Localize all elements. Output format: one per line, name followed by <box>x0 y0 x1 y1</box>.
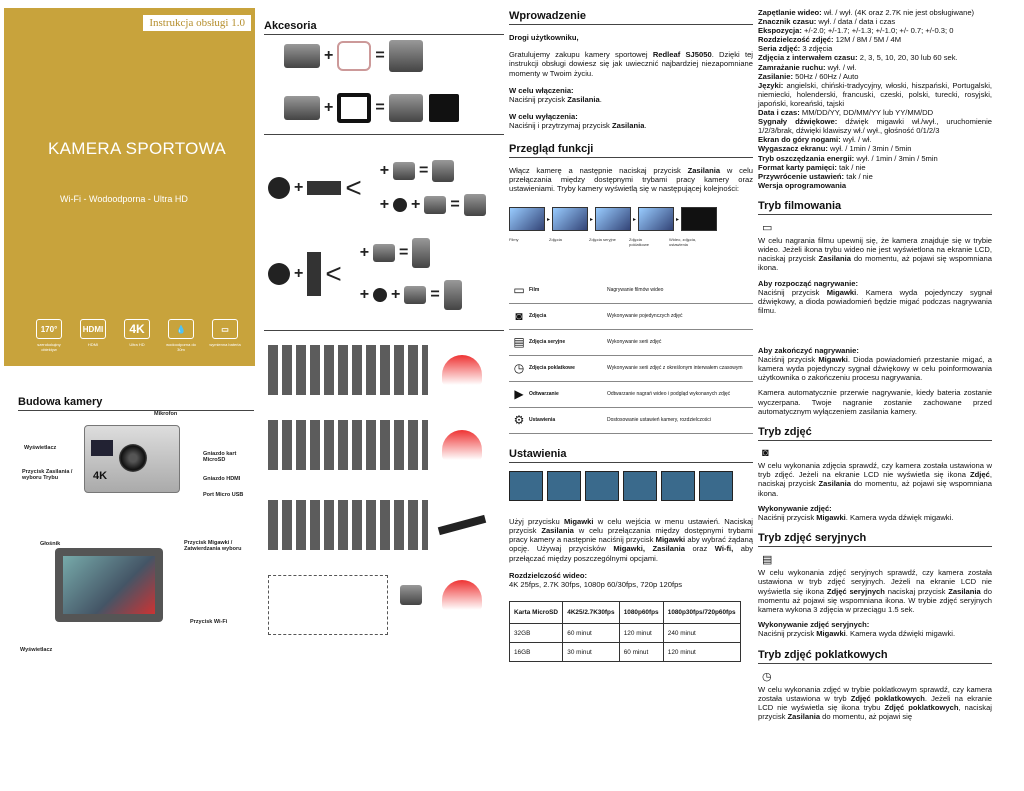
video-icon: ▭ <box>762 221 773 234</box>
power-on-text: Naciśnij przycisk Zasilania. <box>509 95 602 105</box>
table-row: ▤ Zdjęcia seryjne Wykonywanie serii zdjęć <box>509 329 753 355</box>
label-display-rear: Wyświetlacz <box>20 647 53 653</box>
hdmi-icon: HDMI <box>80 319 106 339</box>
burst-icon: ▤ <box>762 554 773 567</box>
label-power-button: Przycisk Zasilania / wyboru Trybu <box>22 469 73 481</box>
start-recording-text: Naciśnij przycisk Migawki. Kamera wyda pojedynczy sygnał dźwiękowy, a dioda powiadomień będzie migać podczas nagrywania filmu. <box>758 287 992 316</box>
helmet-icon <box>442 355 482 385</box>
camera-rear-image <box>55 548 163 622</box>
resolution-heading: Rozdzielczość wideo: <box>509 570 588 580</box>
power-off-text: Naciśnij i przytrzymaj przycisk Zasilania. <box>509 121 647 131</box>
mounted-camera-icon <box>412 238 430 268</box>
modes-table <box>509 277 753 434</box>
column-intro <box>509 0 753 791</box>
mode-screens-labels: Filmy Zdjęcia Zdjęcia seryjne Zdjęcia poklatkowe Wideo, zdjęcia, ustawienia <box>509 237 697 248</box>
accessory-divider <box>264 330 504 331</box>
table-row: ▭ Film Nagrywanie filmów wideo <box>509 277 753 303</box>
camera-icon: ◙ <box>762 446 769 459</box>
mounted-camera-icon <box>444 280 462 310</box>
feature-waterproof: 💧 wodoodporna do 30m <box>164 319 198 352</box>
settings-screen <box>585 471 619 501</box>
handlebar-icon <box>438 515 486 535</box>
camera-icon <box>284 44 320 68</box>
camera-rear-screen <box>63 556 155 614</box>
overview-paragraph: Włącz kamerę a następnie naciskaj przycisk Zasilania w celu przełączania między dostępnymi trybami pracy kamery oraz ustawieniami. Tryby kamery wyświetlą się w następującej kolejności: <box>509 165 753 194</box>
camera-icon <box>404 286 426 304</box>
timelapse-mode-text: W celu wykonania zdjęć w trybie poklatkowym sprawdź, czy kamera została ustawiona w tryb Zdjęć poklatkowych. Jeżeli na ekranie LCD nie wyświetla się ikona trybu Zdjęć poklatkowych, naciskaj przycisk Zasilania do momentu, aż pojawi się <box>758 684 992 722</box>
spec-line: Zamrażanie ruchu: wył. / wł. <box>758 62 857 72</box>
cover-panel <box>4 8 255 366</box>
accessory-frame: + = <box>268 93 498 123</box>
screen-photo <box>552 207 588 231</box>
intro-paragraph: Gratulujemy zakupu kamery sportowej Redleaf SJ5050. Dzięki tej instrukcji obsługi dowiesz się jak uwiecznić najbardziej niezapomniane momenty w Twoim życiu. <box>509 50 753 78</box>
camera-icon <box>284 96 320 120</box>
video-mode-text: W celu nagrania filmu upewnij się, że kamera znajduje się w trybie wideo. Jeżeli ikona trybu wideo nie jest wyświetlona na ekranie LCD, naciskaj przycisk Zasilania do momentu, aż pojawi się wspomniana ikona. <box>758 235 993 273</box>
helmet-kit-icon <box>268 345 428 395</box>
spec-list <box>758 8 992 190</box>
spec-line: Zapętlanie wideo: wł. / wył. (4K oraz 2.7K nie jest obsługiwane) <box>758 8 975 17</box>
spec-line: Wersja oprogramowania <box>758 180 847 190</box>
cover-subtitle: Wi-Fi - Wodoodporna - Ultra HD <box>60 194 188 204</box>
camera-icon <box>393 162 415 180</box>
spec-line: Format karty pamięci: tak / nie <box>758 162 866 172</box>
settings-screens-strip <box>509 471 753 501</box>
spec-line: Rozdzielczość zdjęć: 12M / 8M / 5M / 4M <box>758 35 902 45</box>
helmet-icon <box>442 430 482 460</box>
resolution-line: 4K 25fps, 2.7K 30fps, 1080p 60/30fps, 720p 120fps <box>509 579 683 589</box>
screen-timelapse <box>638 207 674 231</box>
video-mode-heading: Tryb filmowania <box>758 200 992 215</box>
take-burst-text: Naciśnij przycisk Migawki. Kamera wyda dźwięki migawki. <box>758 629 956 639</box>
start-recording-heading: Aby rozpocząć nagrywanie: <box>758 278 859 288</box>
screen-menu <box>681 207 717 231</box>
burst-icon: ▤ <box>509 329 529 355</box>
settings-screen <box>699 471 733 501</box>
screen-burst <box>595 207 631 231</box>
table-row: 32GB 60 minut 120 minut 240 minut <box>510 624 741 643</box>
overview-heading: Przegląd funkcji <box>509 143 753 158</box>
label-wifi-button: Przycisk Wi-Fi <box>190 619 228 625</box>
cover-title: KAMERA SPORTOWA <box>48 139 227 158</box>
mounted-camera-icon <box>432 160 454 182</box>
extension-icon <box>307 252 321 296</box>
recording-time-table <box>509 601 741 662</box>
label-display: Wyświetlacz <box>24 445 57 451</box>
label-sd-slot: Gniazdo kart MicroSD <box>203 451 237 463</box>
stop-recording-heading: Aby zakończyć nagrywanie: <box>758 345 859 355</box>
accessory-flat-mount: + < + = + + = <box>268 160 498 216</box>
settings-screen <box>547 471 581 501</box>
spec-line: Ekspozycja: +/-2.0; +/-1.7; +/-1.3; +/-1.0; +/- 0.7; +/-0.3; 0 <box>758 26 954 36</box>
feature-4k: 4K Ultra HD <box>120 319 154 352</box>
bike-kit-icon <box>268 500 428 550</box>
mount-combos: + = + + = <box>356 238 462 310</box>
power-off-heading: W celu wyłączenia: <box>509 112 578 122</box>
take-photo-heading: Wykonywanie zdjęć: <box>758 503 832 513</box>
photo-mode-text: W celu wykonania zdjęcia sprawdź, czy kamera została ustawiona w tryb zdjęć. Jeżeli na ekranie LCD nie wyświetla się ikona Zdjęć, naciskaj przycisk Zasilania do momentu, aż pojawi się wspomniana ikona. <box>758 460 993 498</box>
settings-screen <box>623 471 657 501</box>
camera-front-image <box>84 425 180 493</box>
wide-angle-icon: 170° <box>36 319 62 339</box>
camera-lens <box>119 444 147 472</box>
intro-heading: Wprowadzenie <box>509 10 753 25</box>
screw-icon <box>373 288 387 302</box>
camera-icon <box>373 244 395 262</box>
feature-hdmi: HDMI HDMI <box>76 319 110 352</box>
manual-version-tag: Instrukcja obsługi 1.0 <box>143 15 251 31</box>
burst-mode-text: W celu wykonania zdjęć seryjnych sprawdź, czy kamera została ustawiona w tryb zdjęć seryjnych. Jeżeli na ekranie LCD nie wyświetla się ikona Zdjęć seryjnych naciskaj przycisk Zasilania do momentu aż pojawi się wspomniana ikona. W trybie zdjęć seryjnych kamera wykona 3 zdjęcia w przeciągu 1.5 sek. <box>758 568 992 614</box>
helmet-icon <box>442 580 482 610</box>
label-speaker: Głośnik <box>40 541 61 547</box>
spec-line: Tryb oszczędzania energii: wył. / 1min / 3min / 5min <box>758 153 938 163</box>
settings-icon: ⚙ <box>509 407 529 433</box>
burst-mode-heading: Tryb zdjęć seryjnych <box>758 532 992 547</box>
camera-icon: ◙ <box>509 303 529 329</box>
settings-screen <box>661 471 695 501</box>
video-icon: ▭ <box>509 277 529 303</box>
camera-4k-mark: 4K <box>93 470 108 482</box>
helmet-kit-icon <box>268 420 428 470</box>
timelapse-icon: ◷ <box>762 670 772 683</box>
spec-line: Data i czas: MM/DD/YY, DD/MM/YY lub YY/MM/DD <box>758 108 934 118</box>
feature-icons <box>32 319 242 352</box>
frame-back-icon <box>429 94 459 122</box>
timelapse-mode-heading: Tryb zdjęć poklatkowych <box>758 649 992 664</box>
spec-line: Ekran do góry nogami: wył. / wł. <box>758 135 872 145</box>
label-shutter-button: Przycisk Migawki / Zatwierdzania wyboru <box>184 540 242 552</box>
battery-icon: ▭ <box>212 319 238 339</box>
settings-heading: Ustawienia <box>509 448 753 463</box>
frame-icon <box>337 93 371 123</box>
camera-in-case-icon <box>389 40 423 72</box>
table-row: ▶ Odtwarzanie Odtwarzanie nagrań wideo i podgląd wykonanych zdjęć <box>509 381 753 407</box>
spec-line: Seria zdjęć: 3 zdjęcia <box>758 44 833 54</box>
spec-line: Języki: angielski, chiński-tradycyjny, włoski, hiszpański, Portugalski, niemiecki, holenderski, francuski, czeski, polski, turecki, rosyjski, japoński, koreański, tajski <box>758 80 992 108</box>
take-photo-text: Naciśnij przycisk Migawki. Kamera wyda dźwięk migawki. <box>758 512 954 522</box>
intro-greeting: Drogi użytkowniku, <box>509 33 579 42</box>
settings-screen <box>509 471 543 501</box>
photo-mode-heading: Tryb zdjęć <box>758 426 992 441</box>
spec-line: Wygaszacz ekranu: wył. / 1min / 3min / 5min <box>758 144 912 154</box>
feature-battery: ▭ wymienna bateria <box>208 319 242 352</box>
camera-icon <box>424 196 446 214</box>
label-hdmi-port: Gniazdo HDMI <box>203 476 241 482</box>
settings-paragraph: Użyj przycisku Migawki w celu wejścia w menu ustawień. Naciskaj przycisk Zasilania w celu przełączania między dostępnymi trybami pracy kamery a następnie naciśnij przycisk Migawki aby wybrać żądaną opcję. Używaj przycisków Migawki, Zasilania oraz Wi-fi, aby przełączać między poszczególnymi opcjami. <box>509 516 754 563</box>
table-header-row: Karta MicroSD 4K25/2.7K30fps 1080p60fps 1080p30fps/720p60fps <box>510 602 741 624</box>
mounted-camera-icon <box>464 194 486 216</box>
feature-wide-angle: 170° szerokokątny obiektyw <box>32 319 66 352</box>
flat-mount-icon <box>268 177 290 199</box>
mount-combos: + = + + = <box>376 160 486 216</box>
spec-line: Przywrócenie ustawień: tak / nie <box>758 171 873 181</box>
camera-in-frame-icon <box>389 94 423 122</box>
spec-line: Zasilanie: 50Hz / 60Hz / Auto <box>758 71 859 81</box>
accessory-helmet-mount <box>268 345 498 395</box>
spec-line: Sygnały dźwiękowe: dźwięk migawki wł./wył., uruchomienie 1/2/3/brak, dźwięki klawiszy wł./ wył., głośność 0/1/2/3 <box>758 117 992 136</box>
accessory-helmet-mount-3 <box>400 580 500 610</box>
adapter-icon <box>307 181 341 195</box>
screen-video <box>509 207 545 231</box>
accessory-curved-mount: + < + = + + = <box>268 238 498 310</box>
take-burst-heading: Wykonywanie zdjęć seryjnych: <box>758 620 870 630</box>
label-microphone: Mikrofon <box>154 411 178 417</box>
table-row: ⚙ Ustawienia Dostosowanie ustawień kamery, rozdzielczości <box>509 407 753 433</box>
accessory-helmet-mount-2 <box>268 420 498 470</box>
spec-line: Zdjęcia z interwałem czasu: 2, 3, 5, 10, 20, 30 lub 60 sek. <box>758 53 958 63</box>
column-modes <box>758 8 992 791</box>
stop-recording-text: Naciśnij przycisk Migawki. Dioda powiadomień przestanie migać, a kamera wyda pojedynczy sygnał dźwiękowy w celu poinformowania użytkownika o zakończeniu procesu nagrywania. <box>758 354 992 383</box>
table-row: ◙ Zdjęcia Wykonywanie pojedynczych zdjęć <box>509 303 753 329</box>
spec-line: Znacznik czasu: wył. / data / data i czas <box>758 17 896 27</box>
case-icon <box>337 41 371 71</box>
auto-stop-text: Kamera automatycznie przerwie nagrywanie, kiedy bateria zostanie wyczerpana. Twoje nagranie zostanie zachowane przed automatycznym wyłączeniem zasilania kamery. <box>758 388 992 416</box>
accessory-combo-dashed <box>268 575 388 635</box>
accessory-bike-mount <box>268 500 498 550</box>
table-row: ◷ Zdjęcia poklatkowe Wykonywanie serii zdjęć z określonym interwałem czasowym <box>509 355 753 381</box>
build-heading: Budowa kamery <box>18 396 254 411</box>
accessory-divider <box>264 134 504 135</box>
camera-front-screen <box>91 440 113 456</box>
accessory-waterproof-case: + = <box>268 40 498 72</box>
mode-screens-strip: ▸ ▸ ▸ ▸ <box>509 207 753 231</box>
curved-mount-icon <box>268 263 290 285</box>
label-usb-port: Port Micro USB <box>203 492 244 498</box>
playback-icon: ▶ <box>509 381 529 407</box>
power-on-heading: W celu włączenia: <box>509 85 574 95</box>
4k-icon: 4K <box>124 319 150 339</box>
camera-icon <box>400 585 422 605</box>
waterproof-icon: 💧 <box>168 319 194 339</box>
table-row: 16GB 30 minut 60 minut 120 minut <box>510 643 741 662</box>
timelapse-icon: ◷ <box>509 355 529 381</box>
screw-icon <box>393 198 407 212</box>
accessories-heading: Akcesoria <box>264 20 504 35</box>
